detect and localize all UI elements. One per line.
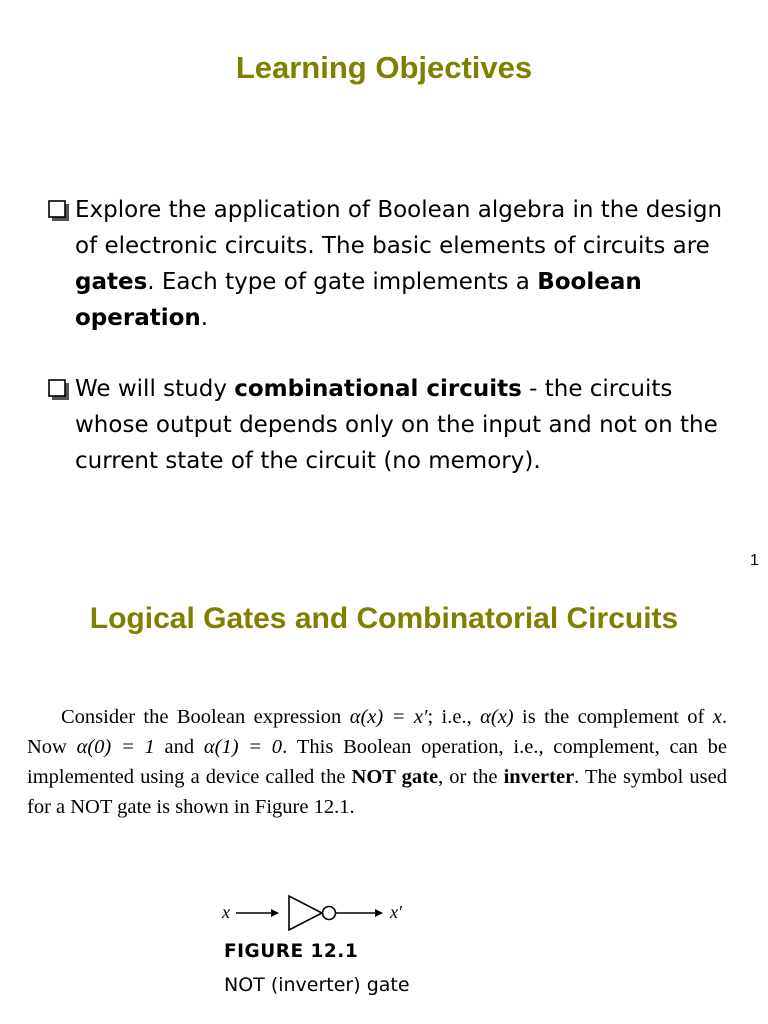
input-arrowhead-icon	[271, 909, 279, 917]
output-arrowhead-icon	[375, 909, 383, 917]
para-text: . The symbol used for a NOT gate is shown in Figure 12.1.	[27, 766, 727, 818]
para-text: ; i.e.,	[427, 706, 481, 728]
bullet-text	[75, 371, 738, 479]
bold-term-inverter: inverter	[503, 766, 575, 788]
para-text: and	[154, 736, 204, 758]
bullet-text-part: .	[200, 305, 209, 331]
bullet-bold-gates: gates	[75, 269, 148, 295]
para-text: , or the	[438, 766, 504, 788]
math-expression: α(1) = 0	[203, 736, 283, 758]
bullet-bold-combinational-circuits: combinational circuits	[234, 376, 522, 402]
para-text: Consider the Boolean expression	[61, 706, 350, 728]
bullet-text-part: Explore the application of Boolean algebra in the design of electronic circuits. The basic elements of circuits are	[75, 197, 723, 259]
slide-title-logical-gates: Logical Gates and Combinatorial Circuits	[89, 602, 679, 635]
bullet-text-part: . Each type of gate implements a	[147, 269, 538, 295]
page-number: 1	[750, 552, 759, 569]
not-gate-diagram	[220, 890, 420, 936]
math-expression: α(0) = 1	[76, 736, 155, 758]
math-expression: α(x) = x′	[349, 706, 428, 728]
bullet-item-combinational-circuits	[48, 371, 738, 479]
inverter-bubble-icon	[323, 907, 336, 920]
bullet-text-part: We will study	[75, 376, 235, 402]
figure-title: FIGURE 12.1	[224, 941, 359, 962]
bullet-bold-boolean-operation: Boolean operation	[75, 269, 642, 331]
output-label: x′	[390, 902, 402, 922]
slide-title-learning-objectives: Learning Objectives	[235, 50, 533, 85]
math-expression: x	[712, 706, 722, 728]
checkbox-bullet-icon	[48, 200, 69, 221]
bullet-text-part: - the circuits whose output depends only on the input and not on the current state of the circuit (no memory).	[75, 376, 718, 474]
inverter-triangle-icon	[289, 896, 322, 930]
bullet-text	[75, 192, 738, 336]
textbook-paragraph	[27, 702, 727, 822]
math-expression: α(x)	[480, 706, 514, 728]
para-text: . Now	[27, 706, 728, 758]
para-text: is the complement of	[513, 706, 713, 728]
bold-term-not-gate: NOT gate	[351, 766, 439, 788]
figure-caption: NOT (inverter) gate	[224, 974, 410, 996]
input-label: x	[222, 902, 230, 922]
bullet-item-boolean-algebra	[48, 192, 738, 336]
checkbox-bullet-icon	[48, 379, 69, 400]
para-text: . This Boolean operation, i.e., complement, can be implemented using a device called the	[27, 736, 727, 788]
